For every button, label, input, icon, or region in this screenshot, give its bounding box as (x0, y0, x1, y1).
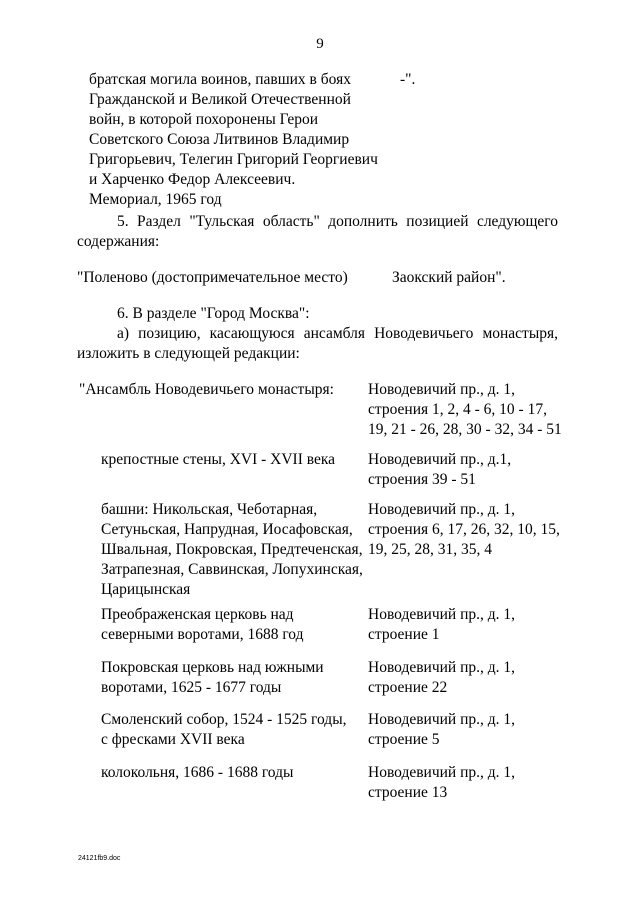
text-line: Новодевичий пр., д. 1, (368, 659, 516, 676)
text-line: строения 39 - 51 (368, 471, 476, 488)
entry-name (101, 763, 293, 783)
text-line: Новодевичий пр., д. 1, (368, 764, 516, 781)
entry-address (368, 380, 562, 440)
item6a-paragraph-line2: изложить в следующей редакции: (77, 345, 300, 362)
text-line: Новодевичий пр., д. 1, (368, 711, 516, 728)
text-line: строение 1 (368, 626, 440, 643)
text-line: Новодевичий пр., д.1, (368, 451, 512, 468)
text-line: Царицынская (101, 581, 191, 598)
text-line: и Харченко Федор Алексеевич. (89, 171, 296, 188)
entry-address (368, 658, 515, 698)
entry-name (79, 380, 334, 400)
memorial-location-dash: -". (400, 71, 416, 88)
entry-name (101, 658, 324, 698)
item6-header: 6. В разделе "Город Москва": (117, 305, 310, 322)
text-line: Затрапезная, Саввинская, Лопухинская, (101, 561, 363, 578)
text-line: Мемориал, 1965 год (89, 191, 222, 208)
entry-name (101, 710, 346, 750)
entry-address (368, 605, 515, 645)
memorial-description (89, 70, 378, 210)
item5-entry-location: Заокский район". (392, 269, 506, 286)
entry-address (368, 450, 511, 490)
text-line: Новодевичий пр., д. 1, (368, 606, 516, 623)
entry-name (101, 450, 335, 470)
text-line: строения 6, 17, 26, 32, 10, 15, (368, 521, 560, 538)
text-line: строение 5 (368, 731, 440, 748)
text-line: Григорьевич, Телегин Григорий Георгиевич (89, 151, 378, 168)
item5-paragraph-line1: 5. Раздел "Тульская область" дополнить позицией следующего (117, 213, 558, 230)
item6a-paragraph-line1: а) позицию, касающуюся ансамбля Новодевичьего монастыря, (117, 325, 558, 342)
footer-filename: 24121fb9.doc (78, 855, 121, 862)
text-line: войн, в которой похоронены Герои (89, 111, 319, 128)
text-line: "Ансамбль Новодевичьего монастыря: (79, 381, 334, 398)
text-line: Новодевичий пр., д. 1, (368, 501, 516, 518)
text-line: колокольня, 1686 - 1688 годы (101, 764, 294, 781)
entry-name (101, 605, 303, 645)
text-line: Швальная, Покровская, Предтеченская, (101, 541, 363, 558)
text-line: Гражданской и Великой Отечественной (89, 91, 351, 108)
text-line: воротами, 1625 - 1677 годы (101, 679, 282, 696)
item5-entry-name: "Поленово (достопримечательное место) (77, 269, 348, 286)
text-line: Смоленский собор, 1524 - 1525 годы, (101, 711, 347, 728)
text-line: строения 1, 2, 4 - 6, 10 - 17, (368, 401, 547, 418)
text-line: строение 22 (368, 679, 448, 696)
text-line: башни: Никольская, Чеботарная, (101, 501, 318, 518)
text-line: Покровская церковь над южными (101, 659, 324, 676)
text-line: Сетуньская, Напрудная, Иосафовская, (101, 521, 353, 538)
entry-address (368, 710, 515, 750)
entry-address (368, 500, 560, 560)
text-line: с фресками XVII века (101, 731, 245, 748)
text-line: Советского Союза Литвинов Владимир (89, 131, 350, 148)
text-line: 19, 21 - 26, 28, 30 - 32, 34 - 51 (368, 421, 562, 438)
text-line: крепостные стены, XVI - XVII века (101, 451, 336, 468)
entry-name (101, 500, 363, 600)
item5-paragraph-line2: содержания: (77, 233, 160, 250)
entry-address (368, 763, 515, 803)
page-number: 9 (316, 36, 324, 52)
text-line: Преображенская церковь над (101, 606, 294, 623)
text-line: северными воротами, 1688 год (101, 626, 304, 643)
text-line: Новодевичий пр., д. 1, (368, 381, 516, 398)
text-line: 19, 25, 28, 31, 35, 4 (368, 541, 492, 558)
text-line: строение 13 (368, 784, 448, 801)
text-line: братская могила воинов, павших в боях (89, 71, 351, 88)
